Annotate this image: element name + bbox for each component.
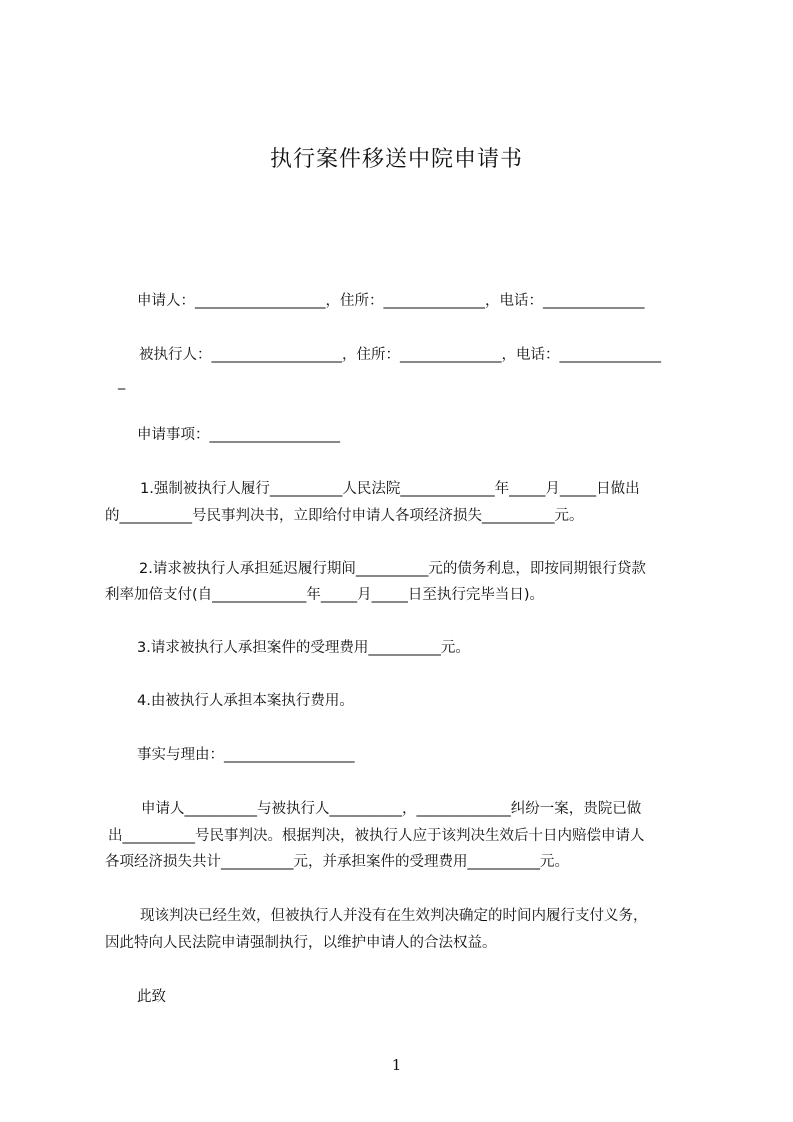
- item-3: 3.请求被执行人承担案件的受理费用__________元。: [137, 640, 470, 656]
- item-1-line-2: 的__________号民事判决书，立即给付申请人各项经济损失__________元。: [105, 508, 584, 524]
- facts-line-3: 各项经济损失共计__________元，并承担案件的受理费用__________元。: [105, 854, 569, 870]
- item-1-line-1: 1.强制被执行人履行__________人民法院_____________年_____月_____日做出: [140, 481, 640, 497]
- item-2-line-2: 利率加倍支付(自_____________年_____月_____日至执行完毕当日)。: [105, 587, 545, 603]
- facts-line-1: 申请人__________与被执行人__________，_____________纠纷一案，贵院已做: [141, 801, 642, 817]
- respondent-line: 被执行人：__________________，住所：______________，电话：______________: [139, 347, 661, 363]
- document-title: 执行案件移送中院申请书: [269, 147, 523, 172]
- paragraph-2-line-1: 现该判决已经生效，但被执行人并没有在生效判决确定的时间内履行支付义务，: [140, 908, 648, 924]
- closing-salutation: 此致: [137, 989, 166, 1005]
- applicant-line: 申请人：__________________，住所：______________，电话：______________: [137, 293, 645, 309]
- paragraph-2-line-2: 因此特向人民法院申请强制执行，以维护申请人的合法权益。: [105, 935, 497, 951]
- page-number: 1: [391, 1056, 402, 1074]
- respondent-line-wrap: _: [118, 374, 126, 390]
- application-matters-heading: 申请事项：__________________: [137, 427, 340, 443]
- facts-heading: 事实与理由：__________________: [137, 747, 355, 763]
- facts-line-2: 出__________号民事判决。根据判决，被执行人应于该判决生效后十日内赔偿申请人: [108, 828, 645, 844]
- item-4: 4.由被执行人承担本案执行费用。: [137, 693, 354, 709]
- item-2-line-1: 2.请求被执行人承担延迟履行期间__________元的债务利息，即按同期银行贷款: [139, 561, 646, 577]
